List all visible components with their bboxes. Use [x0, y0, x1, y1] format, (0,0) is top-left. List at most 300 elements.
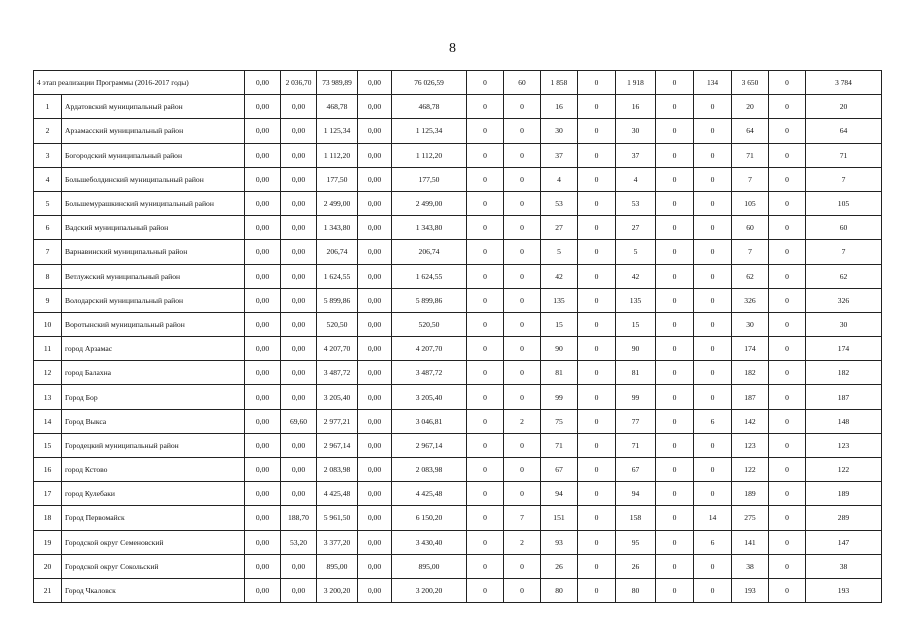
value-cell: 206,74 — [392, 240, 467, 264]
value-cell: 0 — [467, 312, 504, 336]
value-cell: 0 — [769, 312, 806, 336]
value-cell: 2 083,98 — [392, 458, 467, 482]
value-cell: 0,00 — [281, 578, 317, 602]
value-cell: 0,00 — [245, 95, 281, 119]
value-cell: 20 — [732, 95, 769, 119]
summary-cell: 3 650 — [732, 71, 769, 95]
value-cell: 4 425,48 — [392, 482, 467, 506]
value-cell: 0 — [578, 530, 616, 554]
value-cell: 0 — [578, 119, 616, 143]
summary-label: 4 этап реализации Программы (2016-2017 годы) — [34, 71, 245, 95]
value-cell: 27 — [541, 216, 578, 240]
value-cell: 1 112,20 — [392, 143, 467, 167]
value-cell: 81 — [616, 361, 656, 385]
value-cell: 0 — [504, 458, 541, 482]
value-cell: 0 — [694, 264, 732, 288]
value-cell: 0 — [578, 143, 616, 167]
municipality-name: Володарский муниципальный район — [62, 288, 245, 312]
value-cell: 0,00 — [358, 506, 392, 530]
value-cell: 0,00 — [358, 458, 392, 482]
row-number: 4 — [34, 167, 62, 191]
value-cell: 0 — [467, 143, 504, 167]
value-cell: 42 — [541, 264, 578, 288]
value-cell: 75 — [541, 409, 578, 433]
value-cell: 2 499,00 — [392, 191, 467, 215]
table-row — [34, 337, 882, 361]
value-cell: 123 — [806, 433, 882, 457]
value-cell: 0 — [656, 95, 694, 119]
value-cell: 0,00 — [245, 337, 281, 361]
value-cell: 187 — [732, 385, 769, 409]
row-number: 16 — [34, 458, 62, 482]
row-number: 2 — [34, 119, 62, 143]
value-cell: 0 — [656, 143, 694, 167]
municipality-name: Вадский муниципальный район — [62, 216, 245, 240]
value-cell: 14 — [694, 506, 732, 530]
value-cell: 38 — [732, 554, 769, 578]
value-cell: 0 — [504, 312, 541, 336]
value-cell: 3 200,20 — [317, 578, 358, 602]
value-cell: 0 — [656, 216, 694, 240]
municipality-name: Город Бор — [62, 385, 245, 409]
value-cell: 0 — [656, 119, 694, 143]
value-cell: 26 — [616, 554, 656, 578]
value-cell: 0 — [578, 312, 616, 336]
municipality-name: Варнавинский муниципальный район — [62, 240, 245, 264]
municipality-name: Город Чкаловск — [62, 578, 245, 602]
value-cell: 0 — [467, 240, 504, 264]
value-cell: 7 — [806, 240, 882, 264]
value-cell: 0 — [578, 409, 616, 433]
value-cell: 0 — [504, 482, 541, 506]
value-cell: 0 — [504, 191, 541, 215]
value-cell: 0,00 — [281, 554, 317, 578]
value-cell: 3 046,81 — [392, 409, 467, 433]
value-cell: 0,00 — [358, 119, 392, 143]
value-cell: 148 — [806, 409, 882, 433]
value-cell: 0 — [467, 506, 504, 530]
value-cell: 0 — [769, 458, 806, 482]
value-cell: 0 — [769, 433, 806, 457]
value-cell: 174 — [806, 337, 882, 361]
row-number: 1 — [34, 95, 62, 119]
value-cell: 0,00 — [245, 385, 281, 409]
value-cell: 0 — [467, 264, 504, 288]
municipality-name: Большемурашкинский муниципальный район — [62, 191, 245, 215]
municipality-name: Ветлужский муниципальный район — [62, 264, 245, 288]
value-cell: 0,00 — [245, 167, 281, 191]
value-cell: 135 — [616, 288, 656, 312]
table-row — [34, 312, 882, 336]
summary-cell: 60 — [504, 71, 541, 95]
value-cell: 174 — [732, 337, 769, 361]
value-cell: 0 — [769, 95, 806, 119]
value-cell: 0 — [504, 143, 541, 167]
value-cell: 0,00 — [281, 288, 317, 312]
table-row — [34, 216, 882, 240]
value-cell: 0 — [467, 385, 504, 409]
value-cell: 0,00 — [281, 191, 317, 215]
row-number: 20 — [34, 554, 62, 578]
value-cell: 0 — [656, 288, 694, 312]
value-cell: 0,00 — [245, 143, 281, 167]
value-cell: 90 — [616, 337, 656, 361]
value-cell: 0,00 — [358, 337, 392, 361]
value-cell: 4 — [541, 167, 578, 191]
value-cell: 0 — [578, 554, 616, 578]
value-cell: 0,00 — [245, 240, 281, 264]
value-cell: 3 205,40 — [317, 385, 358, 409]
summary-cell: 1 858 — [541, 71, 578, 95]
value-cell: 0 — [694, 385, 732, 409]
table-row — [34, 119, 882, 143]
value-cell: 3 377,20 — [317, 530, 358, 554]
value-cell: 38 — [806, 554, 882, 578]
value-cell: 1 624,55 — [317, 264, 358, 288]
value-cell: 0 — [656, 578, 694, 602]
value-cell: 0 — [769, 554, 806, 578]
value-cell: 0,00 — [358, 385, 392, 409]
value-cell: 0,00 — [281, 337, 317, 361]
value-cell: 0 — [578, 578, 616, 602]
municipality-name: город Кстово — [62, 458, 245, 482]
value-cell: 0,00 — [358, 433, 392, 457]
page-number: 8 — [449, 41, 456, 56]
value-cell: 189 — [732, 482, 769, 506]
summary-cell: 0,00 — [358, 71, 392, 95]
value-cell: 0 — [467, 458, 504, 482]
value-cell: 0,00 — [245, 361, 281, 385]
value-cell: 0,00 — [358, 482, 392, 506]
row-number: 18 — [34, 506, 62, 530]
program-table — [33, 70, 882, 603]
row-number: 17 — [34, 482, 62, 506]
value-cell: 71 — [616, 433, 656, 457]
table-row — [34, 288, 882, 312]
value-cell: 0,00 — [358, 95, 392, 119]
value-cell: 37 — [541, 143, 578, 167]
value-cell: 0 — [504, 554, 541, 578]
value-cell: 1 624,55 — [392, 264, 467, 288]
value-cell: 188,70 — [281, 506, 317, 530]
value-cell: 0 — [467, 191, 504, 215]
value-cell: 0 — [467, 482, 504, 506]
value-cell: 0,00 — [281, 385, 317, 409]
value-cell: 0 — [694, 167, 732, 191]
value-cell: 1 112,20 — [317, 143, 358, 167]
value-cell: 71 — [806, 143, 882, 167]
value-cell: 7 — [732, 167, 769, 191]
value-cell: 0 — [656, 433, 694, 457]
value-cell: 2 977,21 — [317, 409, 358, 433]
value-cell: 2 083,98 — [317, 458, 358, 482]
value-cell: 2 499,00 — [317, 191, 358, 215]
value-cell: 0 — [769, 337, 806, 361]
value-cell: 64 — [732, 119, 769, 143]
summary-cell: 0,00 — [245, 71, 281, 95]
value-cell: 0 — [694, 240, 732, 264]
value-cell: 0 — [769, 578, 806, 602]
value-cell: 3 200,20 — [392, 578, 467, 602]
value-cell: 520,50 — [317, 312, 358, 336]
value-cell: 0 — [578, 433, 616, 457]
value-cell: 80 — [616, 578, 656, 602]
value-cell: 0 — [769, 409, 806, 433]
value-cell: 0 — [769, 216, 806, 240]
municipality-name: Арзамасский муниципальный район — [62, 119, 245, 143]
row-number: 9 — [34, 288, 62, 312]
value-cell: 0 — [656, 361, 694, 385]
value-cell: 0,00 — [245, 554, 281, 578]
value-cell: 5 961,50 — [317, 506, 358, 530]
table-row — [34, 264, 882, 288]
value-cell: 64 — [806, 119, 882, 143]
value-cell: 0,00 — [358, 240, 392, 264]
summary-cell: 76 026,59 — [392, 71, 467, 95]
value-cell: 895,00 — [317, 554, 358, 578]
value-cell: 0 — [467, 361, 504, 385]
municipality-name: Город Первомайск — [62, 506, 245, 530]
value-cell: 0,00 — [281, 95, 317, 119]
table-row — [34, 530, 882, 554]
value-cell: 60 — [732, 216, 769, 240]
value-cell: 6 — [694, 530, 732, 554]
value-cell: 4 207,70 — [392, 337, 467, 361]
value-cell: 123 — [732, 433, 769, 457]
value-cell: 0 — [769, 530, 806, 554]
value-cell: 158 — [616, 506, 656, 530]
row-number: 15 — [34, 433, 62, 457]
value-cell: 53 — [541, 191, 578, 215]
value-cell: 0 — [656, 264, 694, 288]
value-cell: 0,00 — [358, 191, 392, 215]
value-cell: 0,00 — [245, 409, 281, 433]
value-cell: 1 343,80 — [392, 216, 467, 240]
value-cell: 0 — [578, 191, 616, 215]
value-cell: 6 — [694, 409, 732, 433]
value-cell: 53 — [616, 191, 656, 215]
row-number: 3 — [34, 143, 62, 167]
value-cell: 0 — [769, 506, 806, 530]
value-cell: 189 — [806, 482, 882, 506]
value-cell: 1 125,34 — [317, 119, 358, 143]
value-cell: 0 — [578, 482, 616, 506]
value-cell: 0 — [656, 409, 694, 433]
value-cell: 60 — [806, 216, 882, 240]
value-cell: 0 — [504, 337, 541, 361]
value-cell: 4 207,70 — [317, 337, 358, 361]
value-cell: 0 — [504, 95, 541, 119]
value-cell: 3 430,40 — [392, 530, 467, 554]
value-cell: 30 — [616, 119, 656, 143]
value-cell: 0 — [656, 506, 694, 530]
value-cell: 0 — [656, 167, 694, 191]
row-number: 5 — [34, 191, 62, 215]
value-cell: 5 — [616, 240, 656, 264]
value-cell: 0,00 — [281, 433, 317, 457]
value-cell: 0 — [504, 288, 541, 312]
value-cell: 0 — [467, 554, 504, 578]
municipality-name: Городецкий муниципальный район — [62, 433, 245, 457]
value-cell: 0 — [504, 361, 541, 385]
value-cell: 0 — [504, 433, 541, 457]
value-cell: 1 125,34 — [392, 119, 467, 143]
value-cell: 0 — [504, 578, 541, 602]
value-cell: 0 — [656, 385, 694, 409]
value-cell: 0,00 — [358, 409, 392, 433]
value-cell: 0 — [694, 288, 732, 312]
table-row — [34, 433, 882, 457]
value-cell: 0 — [769, 482, 806, 506]
value-cell: 71 — [541, 433, 578, 457]
value-cell: 1 343,80 — [317, 216, 358, 240]
value-cell: 0 — [578, 506, 616, 530]
summary-cell: 73 989,89 — [317, 71, 358, 95]
value-cell: 0 — [769, 385, 806, 409]
value-cell: 0,00 — [245, 264, 281, 288]
municipality-name: Городской округ Семеновский — [62, 530, 245, 554]
value-cell: 0 — [504, 119, 541, 143]
value-cell: 0 — [694, 337, 732, 361]
table-row — [34, 409, 882, 433]
value-cell: 326 — [806, 288, 882, 312]
value-cell: 67 — [541, 458, 578, 482]
value-cell: 193 — [806, 578, 882, 602]
value-cell: 5 — [541, 240, 578, 264]
value-cell: 0,00 — [281, 458, 317, 482]
value-cell: 0 — [694, 191, 732, 215]
value-cell: 16 — [541, 95, 578, 119]
table-row — [34, 143, 882, 167]
value-cell: 0,00 — [245, 458, 281, 482]
row-number: 12 — [34, 361, 62, 385]
table-row — [34, 361, 882, 385]
row-number: 11 — [34, 337, 62, 361]
value-cell: 3 487,72 — [392, 361, 467, 385]
value-cell: 0,00 — [245, 216, 281, 240]
value-cell: 0,00 — [358, 578, 392, 602]
value-cell: 0 — [578, 95, 616, 119]
value-cell: 0 — [467, 337, 504, 361]
value-cell: 0 — [694, 458, 732, 482]
value-cell: 275 — [732, 506, 769, 530]
value-cell: 30 — [806, 312, 882, 336]
value-cell: 0,00 — [358, 554, 392, 578]
value-cell: 90 — [541, 337, 578, 361]
value-cell: 0 — [694, 119, 732, 143]
value-cell: 0 — [769, 288, 806, 312]
value-cell: 0,00 — [281, 312, 317, 336]
value-cell: 0 — [656, 312, 694, 336]
value-cell: 289 — [806, 506, 882, 530]
municipality-name: Большеболдинский муниципальный район — [62, 167, 245, 191]
value-cell: 2 — [504, 409, 541, 433]
summary-cell: 0 — [656, 71, 694, 95]
value-cell: 77 — [616, 409, 656, 433]
table-row — [34, 95, 882, 119]
value-cell: 16 — [616, 95, 656, 119]
value-cell: 105 — [806, 191, 882, 215]
municipality-name: Воротынский муниципальный район — [62, 312, 245, 336]
row-number: 14 — [34, 409, 62, 433]
value-cell: 2 — [504, 530, 541, 554]
value-cell: 0,00 — [358, 216, 392, 240]
municipality-name: город Арзамас — [62, 337, 245, 361]
value-cell: 0 — [769, 167, 806, 191]
value-cell: 122 — [732, 458, 769, 482]
summary-cell: 0 — [467, 71, 504, 95]
value-cell: 0 — [467, 578, 504, 602]
value-cell: 0 — [694, 482, 732, 506]
value-cell: 0,00 — [245, 530, 281, 554]
municipality-name: Город Выкса — [62, 409, 245, 433]
value-cell: 0 — [656, 530, 694, 554]
value-cell: 193 — [732, 578, 769, 602]
value-cell: 4 — [616, 167, 656, 191]
value-cell: 0 — [656, 337, 694, 361]
value-cell: 0 — [467, 95, 504, 119]
value-cell: 67 — [616, 458, 656, 482]
value-cell: 187 — [806, 385, 882, 409]
value-cell: 105 — [732, 191, 769, 215]
value-cell: 0 — [578, 167, 616, 191]
municipality-name: Городской округ Сокольский — [62, 554, 245, 578]
value-cell: 0 — [467, 216, 504, 240]
value-cell: 895,00 — [392, 554, 467, 578]
value-cell: 142 — [732, 409, 769, 433]
value-cell: 0,00 — [245, 482, 281, 506]
value-cell: 0,00 — [358, 288, 392, 312]
value-cell: 95 — [616, 530, 656, 554]
value-cell: 0 — [656, 240, 694, 264]
value-cell: 0,00 — [245, 191, 281, 215]
table-row — [34, 578, 882, 602]
row-number: 13 — [34, 385, 62, 409]
table-row — [34, 167, 882, 191]
value-cell: 0 — [578, 240, 616, 264]
value-cell: 468,78 — [317, 95, 358, 119]
value-cell: 5 899,86 — [317, 288, 358, 312]
value-cell: 0 — [578, 216, 616, 240]
value-cell: 0 — [578, 264, 616, 288]
value-cell: 37 — [616, 143, 656, 167]
value-cell: 0 — [504, 240, 541, 264]
value-cell: 0,00 — [358, 264, 392, 288]
value-cell: 520,50 — [392, 312, 467, 336]
value-cell: 0 — [578, 458, 616, 482]
value-cell: 0 — [467, 167, 504, 191]
value-cell: 0,00 — [281, 143, 317, 167]
value-cell: 0,00 — [358, 167, 392, 191]
value-cell: 0 — [467, 530, 504, 554]
value-cell: 0,00 — [245, 119, 281, 143]
value-cell: 99 — [616, 385, 656, 409]
summary-cell: 0 — [769, 71, 806, 95]
summary-cell: 1 918 — [616, 71, 656, 95]
value-cell: 0,00 — [245, 312, 281, 336]
value-cell: 177,50 — [392, 167, 467, 191]
row-number: 8 — [34, 264, 62, 288]
value-cell: 2 967,14 — [392, 433, 467, 457]
value-cell: 0 — [504, 264, 541, 288]
value-cell: 81 — [541, 361, 578, 385]
value-cell: 53,20 — [281, 530, 317, 554]
value-cell: 62 — [732, 264, 769, 288]
value-cell: 0,00 — [358, 530, 392, 554]
municipality-name: Ардатовский муниципальный район — [62, 95, 245, 119]
table-row — [34, 506, 882, 530]
value-cell: 27 — [616, 216, 656, 240]
